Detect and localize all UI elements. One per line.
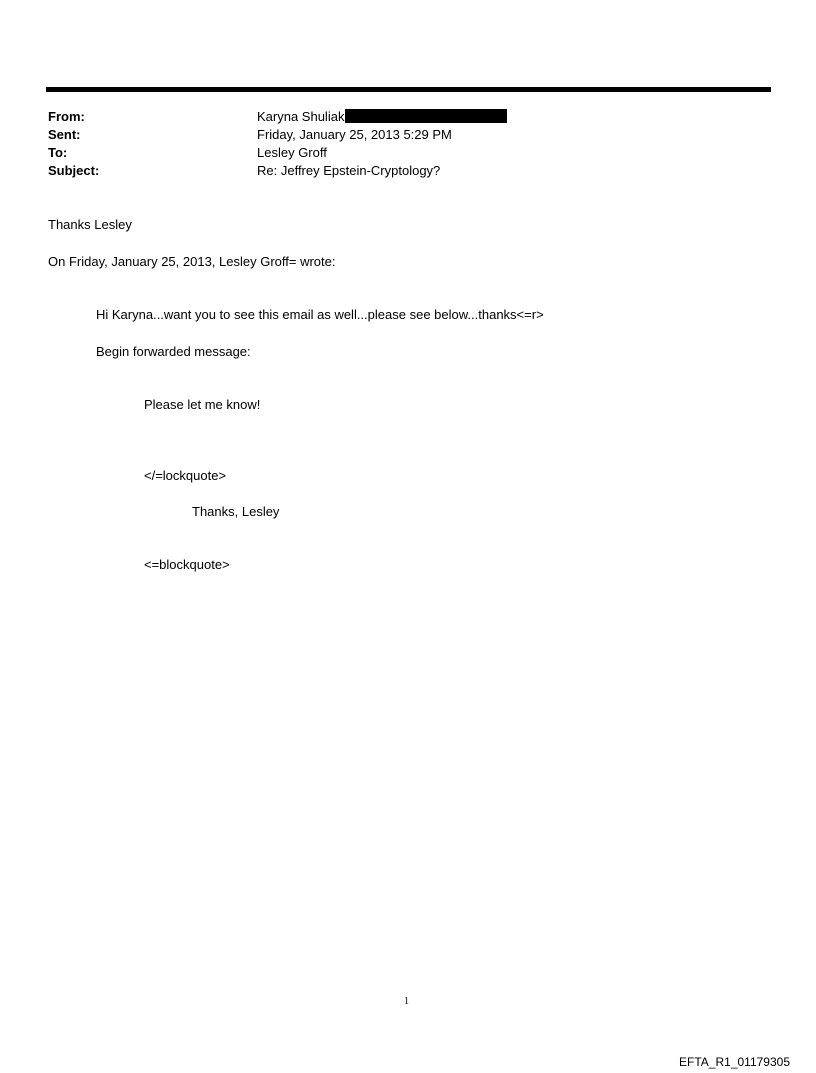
- document-id: EFTA_R1_01179305: [679, 1055, 790, 1069]
- redaction-bar: [345, 109, 507, 123]
- from-name: Karyna Shuliak: [257, 109, 345, 124]
- body-line-lockquote: </=lockquote>: [144, 468, 227, 483]
- to-value: Lesley Groff: [257, 145, 327, 160]
- email-header: [48, 108, 507, 180]
- body-line-request: Please let me know!: [144, 397, 261, 412]
- subject-label: Subject:: [48, 163, 100, 178]
- sent-row: [48, 126, 507, 144]
- subject-row: [48, 162, 507, 180]
- from-label: From:: [48, 109, 85, 124]
- body-line-quote-intro: On Friday, January 25, 2013, Lesley Groff= wrote:: [48, 254, 336, 269]
- subject-value: Re: Jeffrey Epstein-Cryptology?: [257, 163, 441, 178]
- from-value: [257, 108, 507, 126]
- body-line-blockquote: <=blockquote>: [144, 557, 230, 572]
- sent-label: Sent:: [48, 127, 81, 142]
- body-line-forwarded-header: Begin forwarded message:: [96, 344, 251, 359]
- header-rule: [46, 87, 771, 92]
- body-line-thanks: Thanks Lesley: [48, 217, 132, 232]
- to-row: [48, 144, 507, 162]
- to-label: To:: [48, 145, 68, 160]
- body-line-forward-note: Hi Karyna...want you to see this email as well...please see below...thanks<=r>: [96, 307, 544, 322]
- from-row: [48, 108, 507, 126]
- sent-value: Friday, January 25, 2013 5:29 PM: [257, 127, 452, 142]
- page-number: 1: [404, 996, 409, 1007]
- body-line-signoff: Thanks, Lesley: [192, 504, 280, 519]
